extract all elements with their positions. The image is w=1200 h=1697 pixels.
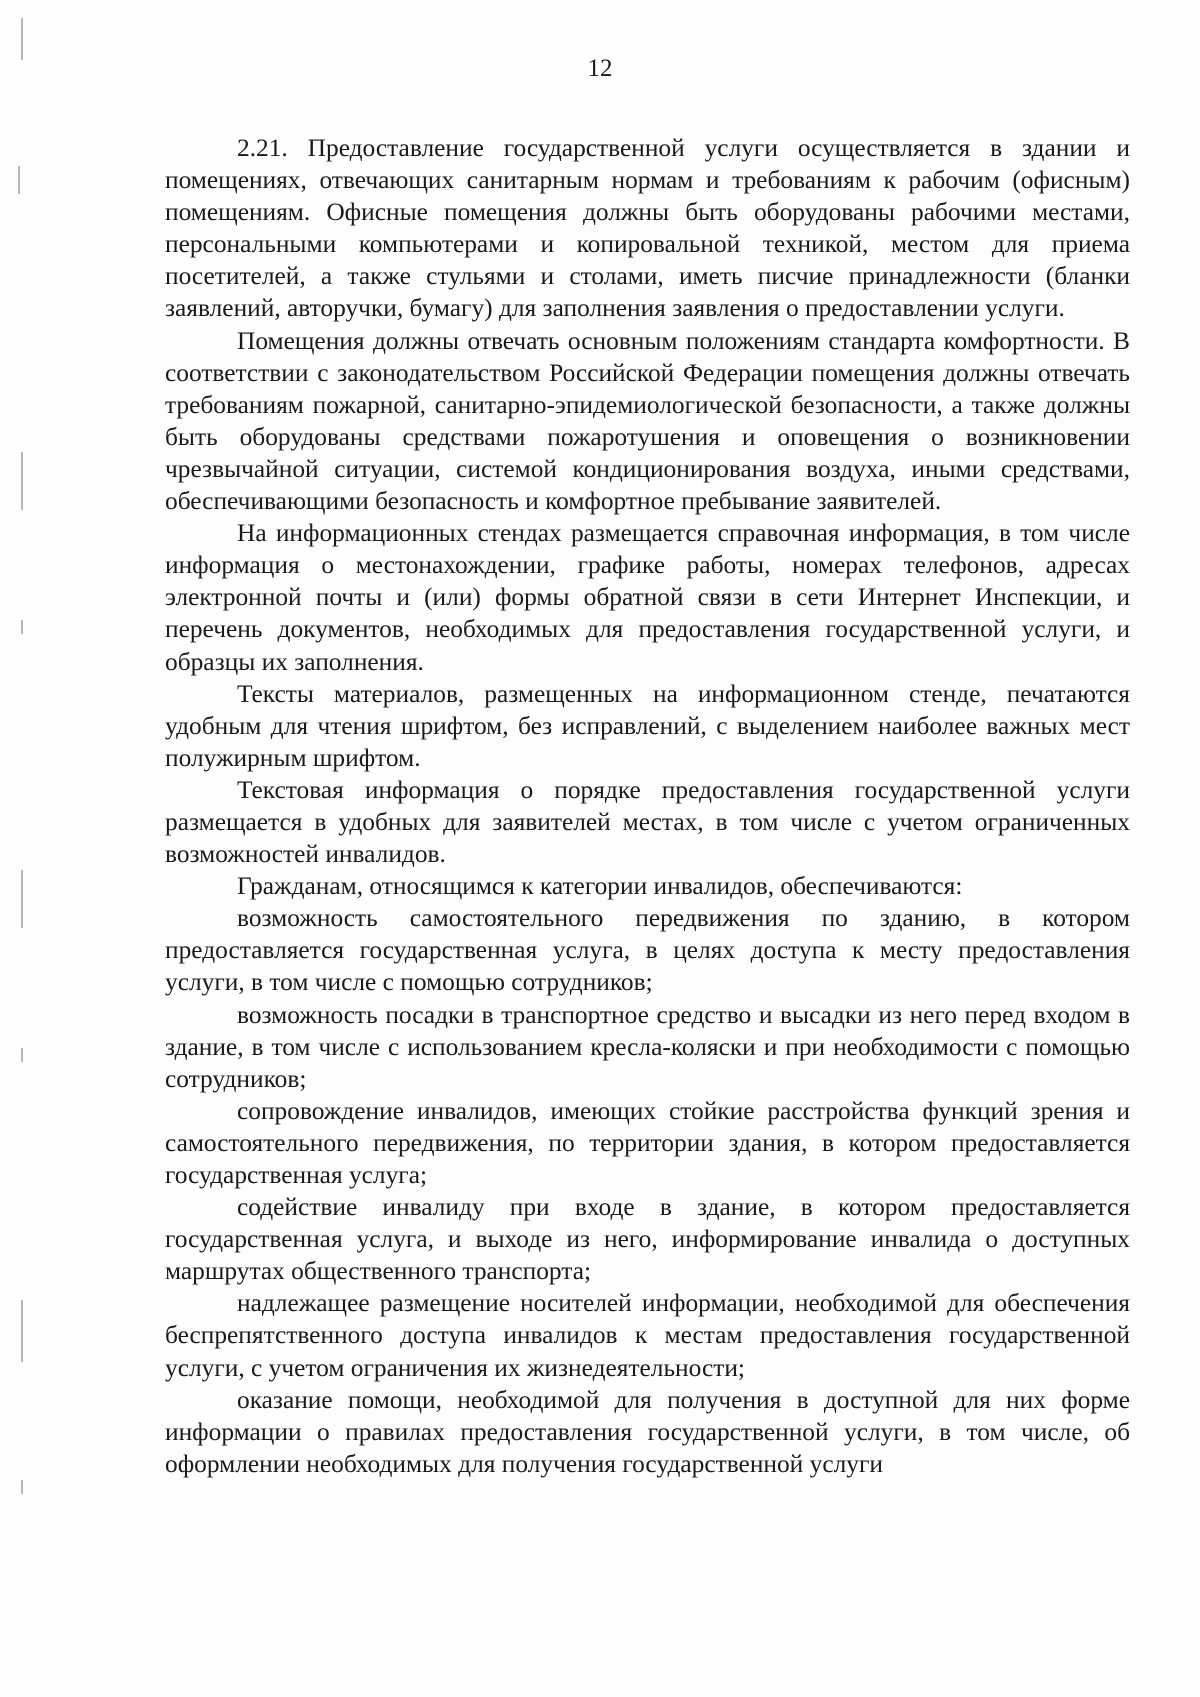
scan-binding-mark (21, 1048, 23, 1062)
paragraph-premises-standards: Помещения должны отвечать основным положениям стандарта комфортности. В соответствии с законодательством Российской Федерации помещения должны отвечать требованиям пожарной, санитарно-эпидемиологической безопасности, а также должны быть оборудованы средствами пожаротушения и оповещения о возникновении чрезвычайной ситуации, системой кондиционирования воздуха, иными средствами, обеспечивающими безопасность и комфортное пребывание заявителей. (165, 326, 1130, 516)
document-body (165, 132, 1130, 1480)
scan-binding-mark (21, 452, 23, 510)
paragraph-disabled-intro: Гражданам, относящимся к категории инвалидов, обеспечиваются: (237, 872, 963, 901)
list-item-entry-assistance: содействие инвалиду при входе в здание, в котором предоставляется государственная услуга, и выходе из него, информирование инвалида о доступных маршрутах общественного транспорта; (165, 1193, 1130, 1286)
scan-binding-mark (18, 166, 20, 194)
scan-binding-mark (21, 870, 23, 928)
list-item-movement: возможность самостоятельного передвижения по зданию, в котором предоставляется государственная услуга, в целях доступа к месту предоставления услуги, в том числе с помощью сотрудников; (165, 904, 1130, 997)
list-item-transport: возможность посадки в транспортное средство и высадки из него перед входом в здание, в том числе с использованием кресла-коляски и при необходимости с помощью сотрудников; (165, 1000, 1130, 1093)
scan-binding-mark (21, 620, 23, 634)
list-item-information-placement: надлежащее размещение носителей информации, необходимой для обеспечения беспрепятственного доступа инвалидов к местам предоставления государственной услуги, с учетом ограничения их жизнедеятельности; (165, 1289, 1130, 1382)
list-item-escort: сопровождение инвалидов, имеющих стойкие расстройства функций зрения и самостоятельного передвижения, по территории здания, в котором предоставляется государственная услуга; (165, 1096, 1130, 1189)
paragraph-stand-texts: Тексты материалов, размещенных на информационном стенде, печатаются удобным для чтения шрифтом, без исправлений, с выделением наиболее важных мест полужирным шрифтом. (165, 679, 1130, 772)
scan-binding-mark (21, 1300, 23, 1362)
list-item-help-information: оказание помощи, необходимой для получения в доступной для них форме информации о правилах предоставления государственной услуги, в том числе, об оформлении необходимых для получения государственной услуги (165, 1385, 1130, 1478)
paragraph-2-21: 2.21. Предоставление государственной услуги осуществляется в здании и помещениях, отвечающих санитарным нормам и требованиям к рабочим (офисным) помещениям. Офисные помещения должны быть оборудованы рабочими местами, персональными компьютерами и копировальной техникой, местом для приема посетителей, а также стульями и столами, иметь писчие принадлежности (бланки заявлений, авторучки, бумагу) для заполнения заявления о предоставлении услуги. (165, 134, 1130, 323)
paragraph-text-info: Текстовая информация о порядке предоставления государственной услуги размещается в удобных для заявителей местах, в том числе с учетом ограниченных возможностей инвалидов. (165, 775, 1130, 869)
scan-binding-mark (21, 1480, 23, 1494)
paragraph-info-stands: На информационных стендах размещается справочная информация, в том числе информация о местонахождении, графике работы, номерах телефонов, адресах электронной почты и (или) формы обратной связи в сети Интернет Инспекции, и перечень документов, необходимых для предоставления государственной услуги, и образцы их заполнения. (165, 519, 1130, 676)
page-number: 12 (587, 55, 613, 82)
